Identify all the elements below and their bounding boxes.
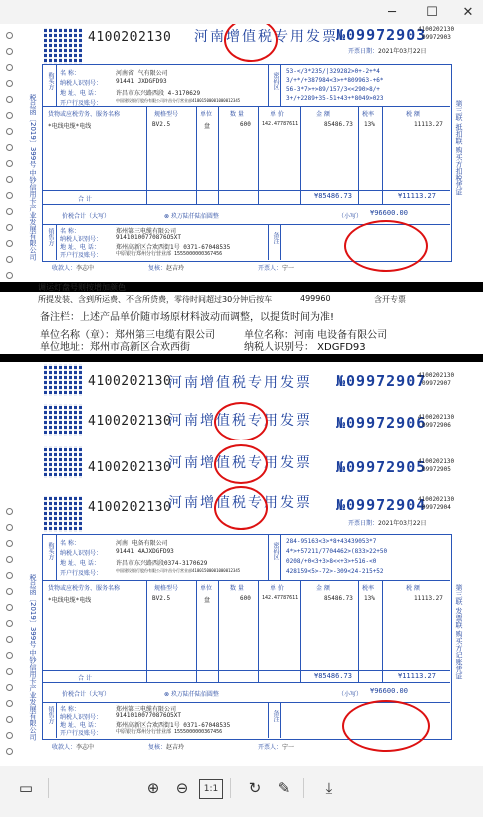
side-right-text: 第三联 抵扣联 购买方扣税凭证 (455, 100, 463, 196)
cipher-line-1: 284-95163<3>*8+43439053*7 (286, 538, 377, 545)
toolbar-separator (303, 778, 304, 798)
invoice-title: 河南增值税专用发票 (168, 495, 312, 511)
seller-label: 销售方 (47, 706, 54, 724)
contract-line-2c: 含开专票 (374, 295, 406, 304)
scan-gap-2 (0, 354, 483, 362)
payee-label: 收款人： (52, 744, 77, 751)
grand-small-label: （小写） (338, 213, 363, 220)
item-name: *电线电缆*电线 (48, 597, 92, 604)
side-left-text: 税总函〔2019〕399号 中钞信用卡产业发展有限公司 (29, 94, 37, 261)
company-seal (342, 700, 430, 752)
tractor-holes (6, 32, 14, 288)
drawer-label: 开票人： (258, 744, 283, 751)
buyer-name-label: 名 称： (60, 70, 80, 77)
viewer-toolbar (0, 766, 483, 817)
col-amount: 金 额 (316, 585, 330, 592)
grand-words: ⊗ 玖万陆仟陆佰圆整 (164, 213, 219, 220)
invoice-date: 2021年03月22日 (378, 48, 427, 55)
date-label: 开票日期： (348, 48, 379, 55)
cipher-line-2: 4*>+57211/7704462>(833>22+50 (286, 548, 388, 555)
buyer-address: 许昌市东兴路西段0374-3170629 (116, 560, 208, 567)
payee: 李志中 (76, 744, 95, 751)
item-unit: 盘 (204, 597, 211, 604)
item-amount: 85486.73 (324, 595, 353, 602)
invoice-number: 09972906 (346, 414, 427, 432)
thumbnail-icon: ▭ (18, 779, 34, 797)
seller-address: 郑州高新区合欢西街1号 0371-67048535 (116, 722, 231, 729)
side-number: 09972904 (422, 504, 451, 511)
side-code: 4100202130 (418, 372, 455, 379)
cipher-line-2: 3/+*/+387984<3>+*809963-+6* (286, 77, 384, 84)
contract-snippet (0, 274, 483, 354)
cipher-line-4: 428159<5>-72>-309<24-215+52 (286, 568, 384, 575)
minimize-icon: ─ (388, 4, 396, 20)
buyer-addr-label: 地 址、电 话： (60, 90, 100, 97)
seller-bank-label: 开户行及账号： (60, 252, 103, 259)
zoom-in-icon: ⊕ (146, 779, 160, 797)
item-unit: 盘 (204, 123, 211, 130)
item-rate: 13% (364, 121, 375, 128)
zoom-out-icon: ⊖ (175, 779, 189, 797)
reviewer-label: 复核： (148, 265, 167, 272)
contract-buyer-unit: 单位名称（章）：郑州第三电缆有限公司 (40, 330, 215, 341)
total-tax: ¥11113.27 (398, 672, 436, 680)
reviewer: 赵吉玲 (166, 265, 185, 272)
col-rate: 税率 (362, 585, 375, 592)
side-number: 09972907 (422, 380, 451, 387)
buyer-name-label: 名 称： (60, 540, 80, 547)
tax-seal (214, 486, 268, 530)
item-qty: 600 (240, 595, 251, 602)
item-tax: 11113.27 (414, 121, 443, 128)
qr-code (44, 496, 82, 532)
cipher-label: 密码区 (272, 72, 279, 90)
total-amount: ¥85486.73 (314, 192, 352, 200)
buyer-bank-label: 开户行及账号： (60, 570, 103, 577)
item-rate: 13% (364, 595, 375, 602)
cipher-line-1: 53-</3*235/|329282>0+-2+*4 (286, 68, 380, 75)
col-unit: 单位 (200, 111, 213, 118)
rotate-button[interactable] (243, 776, 267, 800)
no-prefix: № (336, 26, 347, 44)
contract-line-2b: 499960 (300, 294, 331, 303)
qr-code (44, 364, 82, 396)
view-mode-button[interactable] (14, 776, 38, 800)
col-goods: 货物或应税劳务、服务名称 (48, 585, 121, 592)
grand-small: ¥96600.00 (370, 687, 408, 695)
tax-seal (224, 24, 278, 62)
col-spec: 规格型号 (154, 111, 179, 118)
invoice-title: 河南增值税专用发票 (168, 413, 312, 429)
buyer-bank-label: 开户行及账号： (60, 100, 103, 107)
item-spec: BV2.5 (152, 121, 171, 128)
col-amount: 金 额 (316, 111, 330, 118)
tractor-holes (6, 508, 14, 764)
toolbar-separator (230, 778, 231, 798)
reviewer: 赵吉玲 (166, 744, 185, 751)
contract-buyer-addr: 单位地址：郑州市高新区合欢西街 (40, 342, 190, 353)
item-qty: 600 (240, 121, 251, 128)
invoice-code: 4100202130 (88, 500, 172, 515)
zoom-out-button[interactable] (170, 776, 194, 800)
close-button[interactable] (448, 0, 483, 24)
item-amount: 85486.73 (324, 121, 353, 128)
col-tax: 税 额 (406, 585, 420, 592)
contract-seller-tax: 纳税人识别号： XDGFD93 (244, 342, 366, 353)
pencil-icon: ✎ (277, 779, 291, 797)
seller-label: 销售方 (47, 228, 54, 246)
total-amount: ¥85486.73 (314, 672, 352, 680)
invoice-number: 09972904 (346, 496, 427, 514)
invoice-bottom: 4100202130 河南增值税专用发票 №09972904 4100202130 09972904 开票日期：2021年03月22日 税总函〔2019〕399号 中钞信用卡产业发展有限公司 第三联 发票联 购买方记账凭证 购买方 名 称： 河南 电备有限公司 纳税人识别号： 91441 4AJXDGFD93 地 址、电 话： 许昌市东兴路西段0374-3170629 开户行及账号： 中国建设银行股份有限公司许昌分行营业部41001500001000012345 密码区 284-95163<3>*8+43439053*7 4*>+57211/7704462>(833>22+50 0208/+0<3+3>8<<+3>+516-<0 428159<5>-72>-309<24-215+52 货物或应税劳务、服务名称 规格型号 单位 数 量 单 价 金 额 税率 税 额 *电线电缆*电线 BV2.5 盘 600 142.47787611 85486.73 13% 11113.27 合 计 ¥85486.73 ¥11113.27 价税合计（大写） ⊗ 玖万陆仟陆佰圆整 （小写） ¥96600.00 销售方 名 称： 郑州第三电缆有限公司 纳税人识别号： 91410100770876O5XT 地 址、电 话： 郑州高新区合欢西街1号 0371-67048535 开户行及账号： 中原银行郑州分行营业部 1555000000367456 备注 收款人：李志中 复核：赵吉玲 开票人：宁一 (18, 484, 465, 766)
seller-bank-label: 开户行及账号： (60, 730, 103, 737)
window-title-bar (0, 0, 483, 24)
seller-bank: 中原银行郑州分行营业部 1555000000367456 (116, 251, 223, 257)
edit-button[interactable] (272, 776, 296, 800)
cipher-label: 密码区 (272, 542, 279, 560)
buyer-name: 河南省 气有限公司 (116, 70, 168, 77)
side-code: 4100202130 (418, 458, 455, 465)
col-rate: 税率 (362, 111, 375, 118)
buyer-tax-label: 纳税人识别号： (60, 550, 103, 557)
seller-tax-id: 91410100770876O5XT (116, 712, 182, 719)
grand-small: ¥96600.00 (370, 209, 408, 217)
buyer-addr-label: 地 址、电 话： (60, 560, 100, 567)
grand-words: ⊗ 玖万陆仟陆佰圆整 (164, 691, 219, 698)
seller-name-label: 名 称： (60, 228, 80, 235)
buyer-address: 许昌市东兴路西段 4-3170629 (116, 90, 201, 97)
side-number: 09972906 (422, 422, 451, 429)
total-label: 合 计 (78, 196, 92, 203)
invoice-title: 河南增值税专用发票 (194, 29, 338, 45)
invoice-code: 4100202130 (88, 374, 172, 389)
side-code: 4100202130 (418, 496, 455, 503)
col-unit: 单位 (200, 585, 213, 592)
qr-code (44, 404, 82, 436)
side-code: 4100202130 (418, 26, 455, 33)
col-qty: 数 量 (230, 585, 244, 592)
buyer-tax-label: 纳税人识别号： (60, 80, 103, 87)
col-qty: 数 量 (230, 111, 244, 118)
buyer-tax-id: 91441 4AJXDGFD93 (116, 548, 174, 555)
invoice-number: 09972907 (346, 372, 427, 390)
seller-tax-id: 91410100770876O5XT (116, 234, 182, 241)
qr-code (44, 28, 82, 64)
buyer-label: 购买方 (47, 72, 54, 90)
item-tax: 11113.27 (414, 595, 443, 602)
buyer-tax-id: 91441 JXDGFD93 (116, 78, 167, 85)
side-right-text: 第三联 发票联 购买方记账凭证 (455, 584, 463, 680)
item-price: 142.47787611 (262, 121, 299, 127)
maximize-button[interactable] (412, 0, 452, 24)
seller-name: 郑州第三电缆有限公司 (116, 228, 177, 235)
col-price: 单 价 (270, 111, 284, 118)
side-left-text: 税总函〔2019〕399号 中钞信用卡产业发展有限公司 (29, 574, 37, 741)
total-label: 合 计 (78, 675, 92, 682)
col-price: 单 价 (270, 585, 284, 592)
zoom-in-button[interactable] (141, 776, 165, 800)
rotate-icon: ↻ (248, 779, 262, 797)
seller-name-label: 名 称： (60, 706, 80, 713)
contract-seller-unit: 单位名称：河南 电设备有限公司 (244, 330, 388, 341)
contract-line-2a: 所提发装、含到所运费、不含所贷费，零待时间超过30分钟后按车 (38, 295, 273, 304)
remark-label: 备注 (272, 710, 279, 722)
total-tax: ¥11113.27 (398, 192, 436, 200)
invoice-title: 河南增值税专用发票 (168, 375, 312, 391)
invoice-date: 2021年03月22日 (378, 520, 427, 527)
maximize-icon: ☐ (426, 4, 438, 20)
close-icon: ✕ (462, 4, 474, 20)
actual-size-icon: 1:1 (203, 784, 219, 794)
invoice-code: 4100202130 (88, 30, 172, 45)
seller-address: 郑州高新区合欢西街1号 0371-67048535 (116, 244, 231, 251)
remark-label: 备注 (272, 232, 279, 244)
side-number: 09972903 (422, 34, 451, 41)
buyer-name: 河南 电备有限公司 (116, 540, 168, 547)
tax-seal (214, 444, 268, 484)
drawer: 宁一 (282, 265, 295, 272)
cipher-line-4: 3+/+2289+35-51+43+*8049>023 (286, 95, 384, 102)
seller-name: 郑州第三电缆有限公司 (116, 706, 177, 713)
qr-code (44, 446, 82, 478)
invoice-number: 09972903 (346, 26, 427, 44)
buyer-label: 购买方 (47, 542, 54, 560)
invoice-title: 河南增值税专用发票 (168, 455, 312, 471)
invoice-top (18, 24, 465, 282)
item-spec: BV2.5 (152, 595, 171, 602)
item-price: 142.47787611 (262, 595, 299, 601)
payee: 李志中 (76, 265, 95, 272)
grand-label: 价税合计（大写） (62, 213, 111, 220)
invoice-code: 4100202130 (88, 460, 172, 475)
drawer: 宁一 (282, 744, 295, 751)
download-icon: ⤓ (325, 779, 333, 797)
col-spec: 规格型号 (154, 585, 179, 592)
toolbar-separator (48, 778, 49, 798)
seller-tax-label: 纳税人识别号： (60, 714, 103, 721)
col-tax: 税 额 (406, 111, 420, 118)
invoice-stack-1: 4100202130 河南增值税专用发票 №09972907 4100202130 09972907 (18, 362, 465, 401)
side-number: 09972905 (422, 466, 451, 473)
col-goods: 货物或应税劳务、服务名称 (48, 111, 121, 118)
seller-addr-label: 地 址、电 话： (60, 722, 100, 729)
reviewer-label: 复核： (148, 744, 167, 751)
payee-label: 收款人： (52, 265, 77, 272)
grand-label: 价税合计（大写） (62, 691, 111, 698)
invoice-number: 09972905 (346, 458, 427, 476)
contract-line-3: 备注栏：上述产品单价随市场原材料波动而调整，以提货时间为准! (40, 312, 335, 323)
date-label: 开票日期： (348, 520, 379, 527)
grand-small-label: （小写） (338, 691, 363, 698)
buyer-bank: 中国建设银行股份有限公司许昌分行营业部41001500001000012345 (116, 98, 241, 103)
invoice-code: 4100202130 (88, 414, 172, 429)
company-seal (344, 220, 428, 272)
download-button[interactable] (317, 776, 341, 800)
cipher-line-3: 0208/+0<3+3>8<<+3>+516-<0 (286, 558, 377, 565)
contract-line-1: 调运灯盘号则按增加颜色 (38, 283, 126, 292)
invoice-stack-3: 4100202130 河南增值税专用发票 №09972905 4100202130 09972905 (18, 440, 465, 485)
minimize-button[interactable] (372, 0, 412, 24)
item-name: *电线电缆*电线 (48, 123, 92, 130)
drawer-label: 开票人： (258, 265, 283, 272)
actual-size-button[interactable] (199, 779, 223, 799)
tax-seal (214, 402, 268, 442)
seller-addr-label: 地 址、电 话： (60, 244, 100, 251)
seller-tax-label: 纳税人识别号： (60, 236, 103, 243)
image-viewer-canvas[interactable] (0, 24, 483, 766)
side-code: 4100202130 (418, 414, 455, 421)
buyer-bank: 中国建设银行股份有限公司许昌分行营业部41001500001000012345 (116, 568, 241, 573)
cipher-line-3: 56-3*7>+>89/157/3<<290>8/+ (286, 86, 380, 93)
invoice-stack-2: 4100202130 河南增值税专用发票 №09972906 4100202130 09972906 (18, 400, 465, 441)
seller-bank: 中原银行郑州分行营业部 1555000000367456 (116, 729, 223, 735)
